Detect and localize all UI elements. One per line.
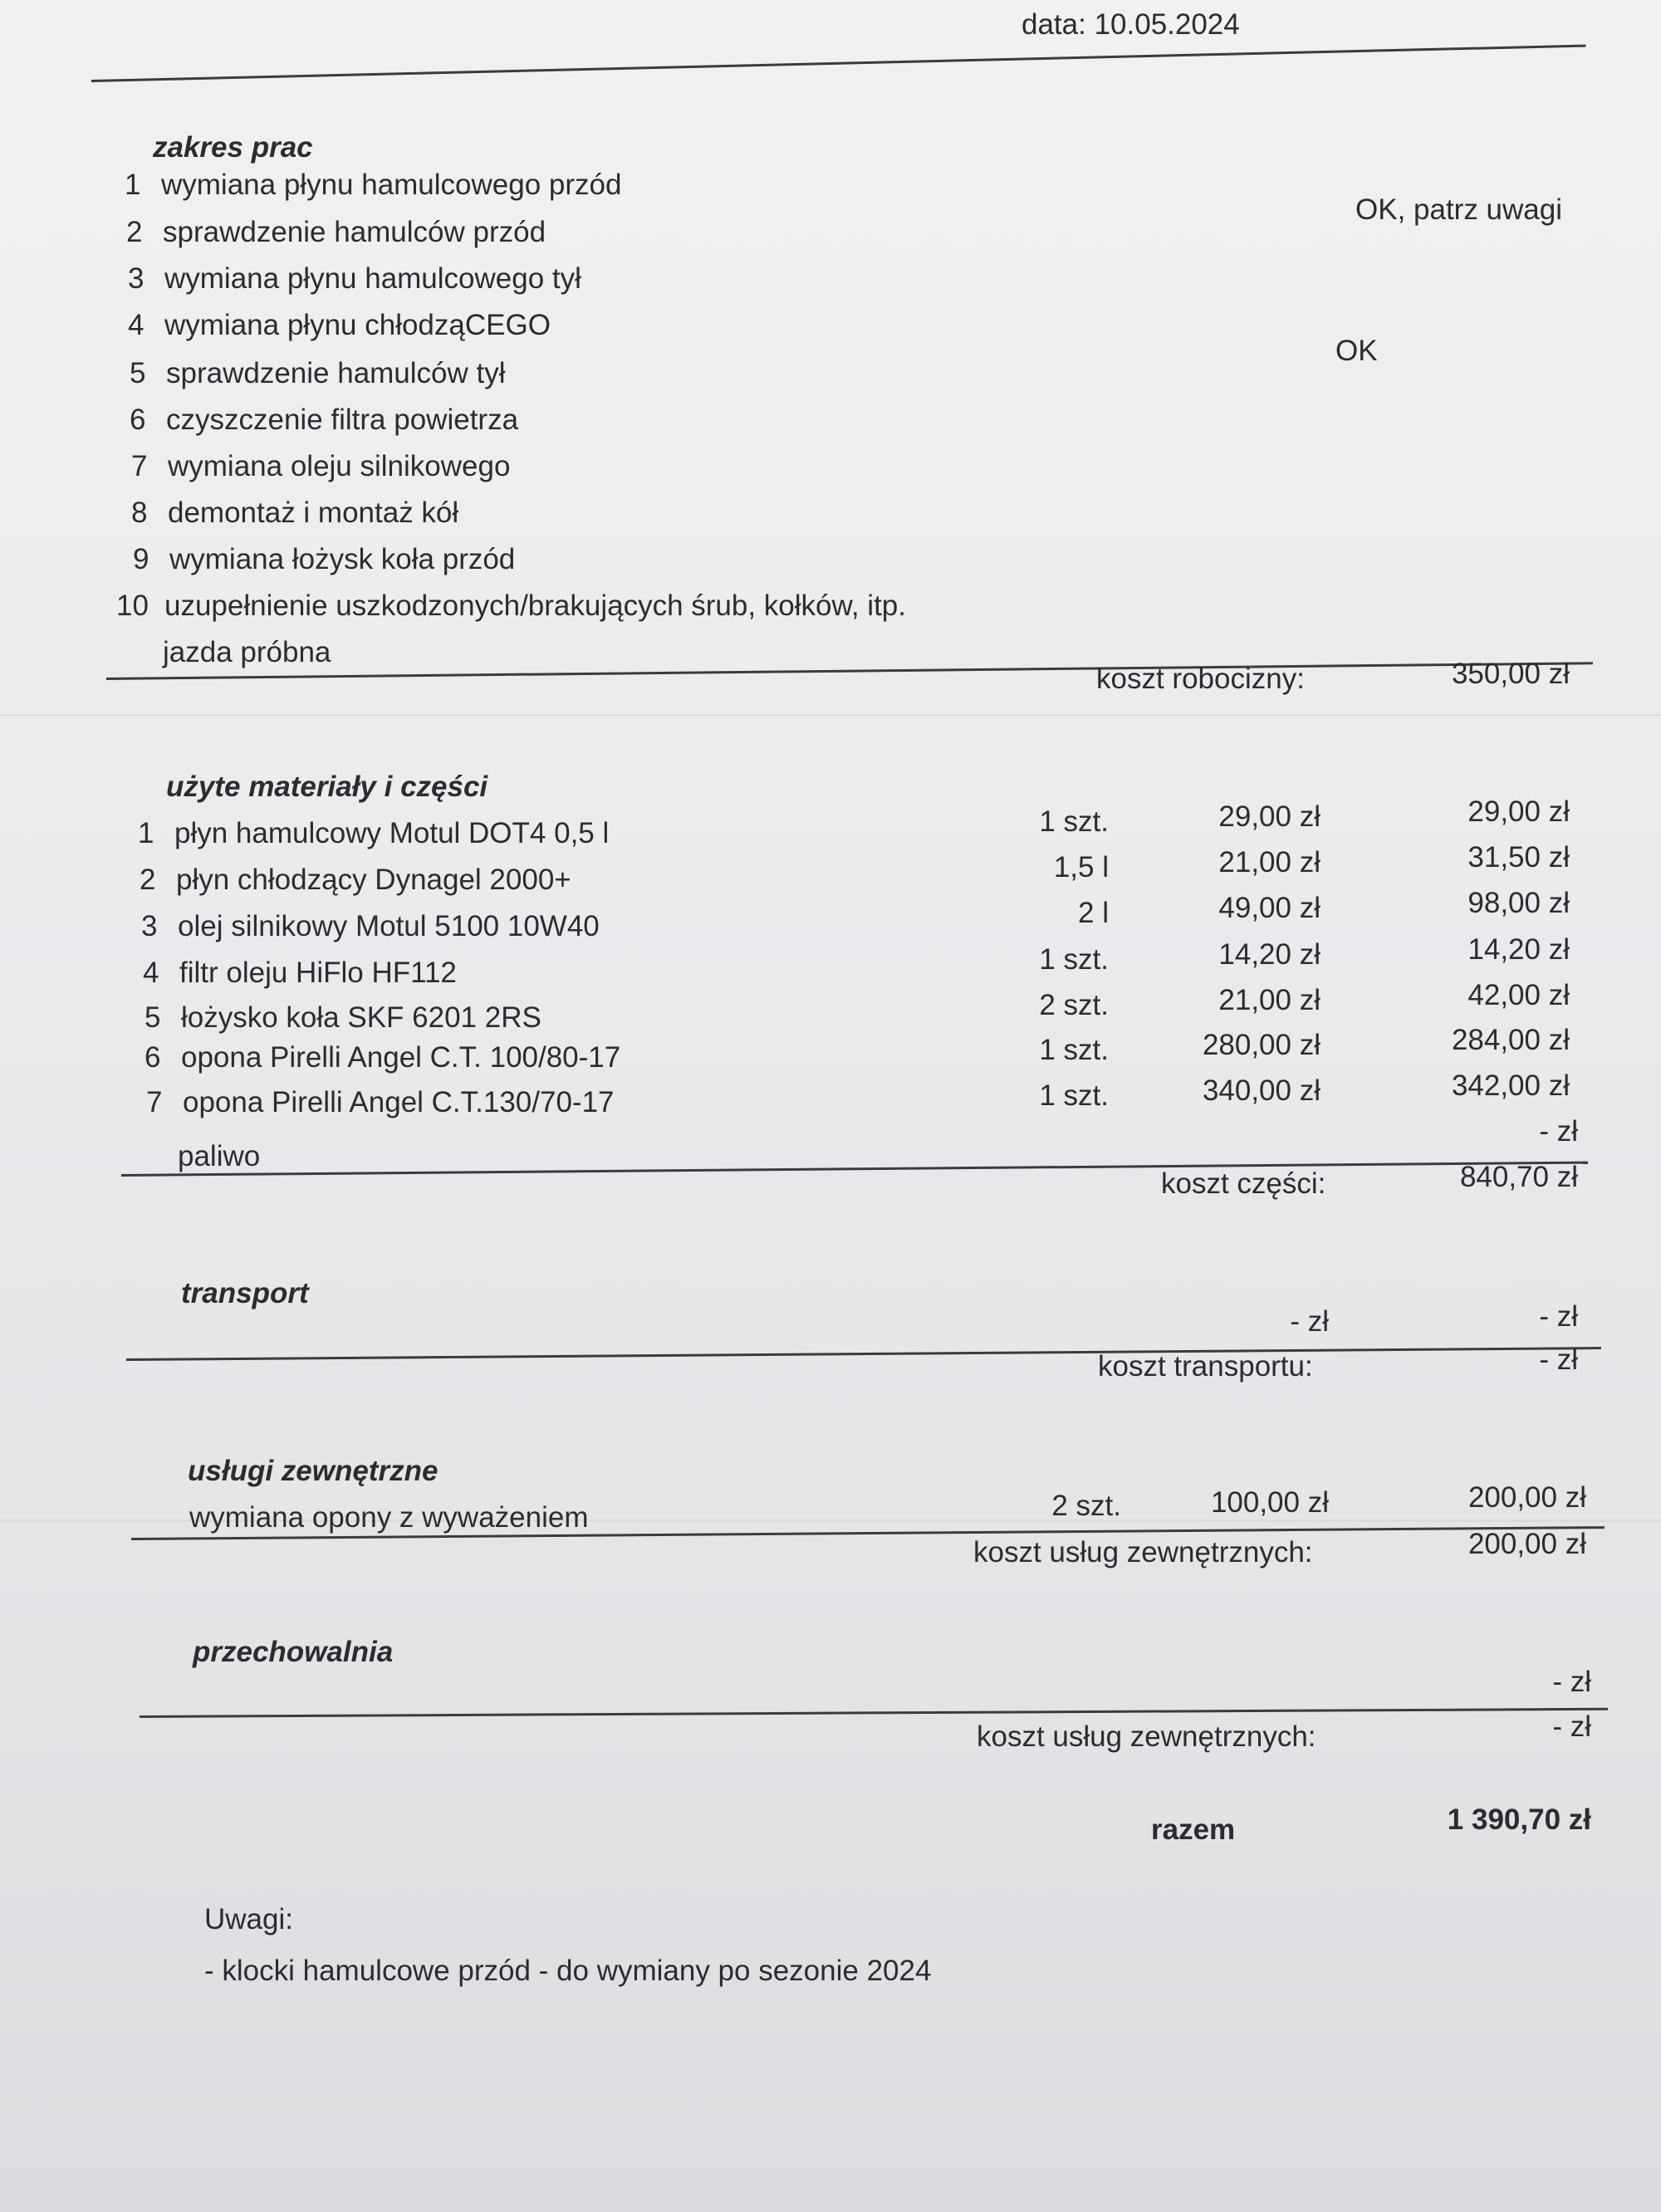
storage-amount: - zł: [1552, 1666, 1591, 1698]
part-name: 1 płyn hamulcowy Motul DOT4 0,5 l: [138, 817, 610, 849]
parts-rule: [121, 1162, 1588, 1177]
scope-item: 1 wymiana płynu hamulcowego przód: [125, 169, 622, 201]
external-service-unit-price: 100,00 zł: [1210, 1486, 1329, 1519]
part-name: 3 olej silnikowy Motul 5100 10W40: [141, 910, 600, 942]
scope-item: 4 wymiana płynu chłodząCEGO: [128, 309, 551, 341]
part-name: 4 filtr oleju HiFlo HF112: [143, 957, 457, 989]
part-qty: 2 l: [1078, 897, 1109, 929]
grand-total-value: 1 390,70 zł: [1447, 1803, 1591, 1836]
paper-fold: [0, 714, 1661, 717]
part-amount: 29,00 zł: [1467, 795, 1570, 828]
scope-item: 5 sprawdzenie hamulców tył: [130, 357, 506, 389]
scope-item: 2 sprawdzenie hamulców przód: [126, 216, 546, 248]
part-unit-price: 21,00 zł: [1218, 846, 1320, 878]
part-name: 7 opona Pirelli Angel C.T.130/70-17: [146, 1086, 615, 1118]
part-unit-price: 21,00 zł: [1218, 984, 1320, 1016]
scope-item: 10 uzupełnienie uszkodzonych/brakujących śrub, kołków, itp.: [116, 590, 906, 622]
part-name: 6 opona Pirelli Angel C.T. 100/80-17: [145, 1041, 621, 1074]
labor-cost-label: koszt robocizny:: [1096, 663, 1305, 695]
part-qty: 1,5 l: [1053, 851, 1109, 883]
part-name: 5 łożysko koła SKF 6201 2RS: [145, 1001, 541, 1034]
external-service-qty: 2 szt.: [1051, 1490, 1121, 1522]
front-brakes-status: OK, patrz uwagi: [1355, 193, 1562, 226]
storage-title: przechowalnia: [193, 1636, 394, 1668]
part-qty: 1 szt.: [1039, 1079, 1109, 1112]
transport-title: transport: [181, 1277, 309, 1309]
part-qty: 1 szt.: [1039, 943, 1109, 976]
transport-amount: - zł: [1539, 1300, 1578, 1333]
external-services-cost-value: 200,00 zł: [1467, 1528, 1586, 1560]
notes-line: - klocki hamulcowe przód - do wymiany po sezonie 2024: [204, 1955, 932, 1987]
part-amount: 31,50 zł: [1467, 841, 1570, 874]
labor-cost-value: 350,00 zł: [1451, 658, 1570, 690]
transport-cost-value: - zł: [1539, 1343, 1578, 1376]
transport-unit-price: - zł: [1290, 1305, 1329, 1338]
fuel-amount: - zł: [1539, 1115, 1578, 1148]
storage-cost-label: koszt usług zewnętrznych:: [977, 1720, 1316, 1753]
header-rule: [91, 45, 1586, 82]
part-amount: 342,00 zł: [1451, 1069, 1570, 1102]
document-date: data: 10.05.2024: [1022, 8, 1240, 41]
test-ride-line: jazda próbna: [163, 636, 331, 668]
part-amount: 98,00 zł: [1467, 887, 1570, 919]
scope-item: 9 wymiana łożysk koła przód: [133, 543, 516, 575]
scope-item: 6 czyszczenie filtra powietrza: [130, 404, 519, 436]
parts-cost-label: koszt części:: [1161, 1167, 1326, 1200]
part-name: 2 płyn chłodzący Dynagel 2000+: [140, 864, 571, 896]
scope-title: zakres prac: [153, 131, 313, 164]
external-services-title: usługi zewnętrzne: [188, 1455, 439, 1487]
part-unit-price: 49,00 zł: [1218, 892, 1320, 924]
external-service-amount: 200,00 zł: [1467, 1481, 1586, 1514]
scope-item: 7 wymiana oleju silnikowego: [131, 450, 511, 482]
scope-item: 3 wymiana płynu hamulcowego tył: [128, 262, 581, 295]
fuel-line: paliwo: [178, 1140, 261, 1172]
part-qty: 1 szt.: [1039, 805, 1109, 838]
storage-cost-value: - zł: [1552, 1710, 1591, 1743]
part-qty: 2 szt.: [1039, 989, 1109, 1021]
external-service-name: wymiana opony z wyważeniem: [189, 1501, 589, 1534]
external-services-cost-label: koszt usług zewnętrznych:: [973, 1536, 1313, 1568]
transport-cost-label: koszt transportu:: [1098, 1350, 1313, 1382]
notes-title: Uwagi:: [204, 1903, 293, 1936]
part-unit-price: 280,00 zł: [1202, 1029, 1320, 1061]
rear-brakes-status: OK: [1335, 335, 1378, 367]
part-amount: 42,00 zł: [1467, 979, 1570, 1011]
parts-title: użyte materiały i części: [166, 771, 488, 803]
part-unit-price: 29,00 zł: [1218, 800, 1320, 833]
part-unit-price: 340,00 zł: [1202, 1074, 1320, 1107]
part-unit-price: 14,20 zł: [1218, 938, 1320, 971]
part-amount: 14,20 zł: [1467, 933, 1570, 966]
part-qty: 1 szt.: [1039, 1034, 1109, 1066]
grand-total-label: razem: [1151, 1813, 1236, 1846]
scope-item: 8 demontaż i montaż kół: [131, 497, 459, 529]
parts-cost-value: 840,70 zł: [1459, 1161, 1578, 1193]
part-amount: 284,00 zł: [1451, 1024, 1570, 1056]
